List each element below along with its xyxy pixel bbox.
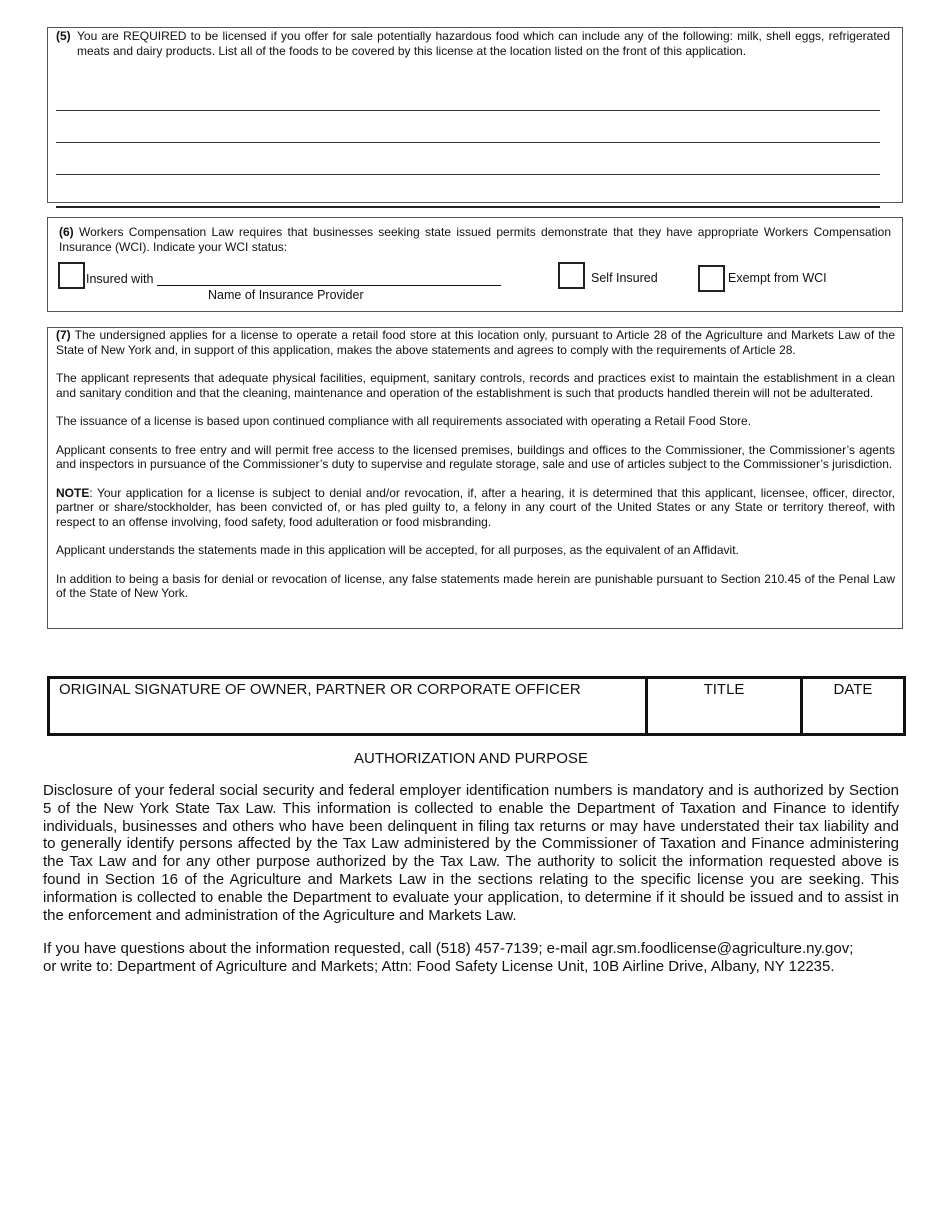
section-6-body: Workers Compensation Law requires that businesses seeking state issued permits demonstrate that they have appropriate Workers Compensation Insurance (WCI). Indicate your WCI status: [59, 225, 891, 254]
title-label: TITLE [703, 681, 745, 698]
exempt-label: Exempt from WCI [728, 271, 827, 285]
signature-label: ORIGINAL SIGNATURE OF OWNER, PARTNER OR CORPORATE OFFICER [59, 681, 581, 698]
exempt-checkbox[interactable] [698, 265, 725, 292]
section-5-number: (5) [56, 29, 71, 43]
section-7-note [56, 486, 895, 530]
signature-cell[interactable] [50, 679, 648, 733]
food-list-line-3[interactable] [56, 174, 880, 175]
section-7-p4: Applicant consents to free entry and will permit free access to the licensed premises, buildings and offices to the Commissioner, the Commissioner’s agents and inspectors in pursuance of the Commissioner’s duty to supervise and regulate storage, sale and use of articles subject to the Commissioner’s jurisdiction. [56, 442, 895, 471]
insurance-provider-field[interactable] [157, 285, 501, 286]
contact-info [43, 940, 923, 976]
note-text: : Your application for a license is subject to denial and/or revocation, if, after a hearing, it is determined that this applicant, licensee, officer, director, partner or share/stockholder, has been convicted of, or has pled guilty to, a felony in any court of the United States or any State or territory thereof, with respect to an offense involving, food safety, food adulteration or food misbranding. [56, 485, 895, 529]
insured-checkbox[interactable] [58, 262, 85, 289]
section-5-text [56, 29, 890, 58]
date-cell[interactable] [803, 679, 903, 733]
section-7-p6: Applicant understands the statements made in this application will be accepted, for all purposes, as the equivalent of an Affidavit. [56, 543, 739, 557]
section-7-content [56, 328, 895, 601]
note-label: NOTE [56, 485, 90, 500]
section-6-box [47, 217, 903, 312]
section-6-number: (6) [59, 225, 74, 239]
section-7-p1-text: The undersigned applies for a license to operate a retail food store at this location only, pursuant to Article 28 of the Agriculture and Markets Law of the State of New York and, in support of this application, makes the above statements and agrees to comply with the requirements of Article 28. [56, 328, 895, 357]
signature-table [47, 676, 906, 736]
self-insured-label: Self Insured [591, 271, 658, 285]
section-5-box [47, 27, 903, 203]
food-list-line-2[interactable] [56, 142, 880, 143]
section-7-p3: The issuance of a license is based upon continued compliance with all requirements associated with operating a Retail Food Store. [56, 414, 752, 428]
contact-line-1: If you have questions about the information requested, call (518) 457-7139; e-mail agr.sm.foodlicense@agriculture.ny.gov; [43, 940, 854, 957]
section-7-p2: The applicant represents that adequate physical facilities, equipment, sanitary controls, records and practices exist to maintain the establishment in a clean and sanitary condition and that the cleaning, maintenance and operation of the establishment is such that products handled therein will not be adulterated. [56, 371, 895, 400]
authorization-body: Disclosure of your federal social security and federal employer identification numbers is mandatory and is authorized by Section 5 of the New York State Tax Law. This information is collected to enable the Department of Taxation and Finance to identify individuals, businesses and others who have been delinquent in filing tax returns or may have understated their tax liability and to generally identify persons affected by the Tax Law administered by the Commissioner of Taxation and Finance administering the Tax Law and for any other purpose authorized by the Tax Law. The authority to solicit the information requested above is found in Section 16 of the Agriculture and Markets Law in the sections relating to the specific license you are seeking. This information is collected to enable the Department to evaluate your application, to determine if it should be issued and to assist in the enforcement and administration of the Agriculture and Markets Law. [43, 782, 899, 924]
insurance-provider-caption: Name of Insurance Provider [208, 288, 364, 302]
section-7-number: (7) [56, 328, 71, 342]
authorization-heading: AUTHORIZATION AND PURPOSE [354, 750, 588, 767]
section-6-text [59, 225, 891, 254]
title-cell[interactable] [648, 679, 803, 733]
self-insured-checkbox[interactable] [558, 262, 585, 289]
section-5-body: You are REQUIRED to be licensed if you offer for sale potentially hazardous food which can include any of the following: milk, shell eggs, refrigerated meats and dairy products. List all of the foods to be covered by this license at the location listed on the front of this application. [77, 29, 890, 58]
food-list-line-1[interactable] [56, 110, 880, 111]
section-5-underline [56, 206, 880, 208]
section-7-p1 [56, 328, 895, 357]
insured-label: Insured with [86, 272, 154, 286]
date-label: DATE [833, 681, 873, 698]
section-7-p7: In addition to being a basis for denial or revocation of license, any false statements made herein are punishable pursuant to Section 210.45 of the Penal Law of the State of New York. [56, 571, 895, 600]
contact-line-2: or write to: Department of Agriculture and Markets; Attn: Food Safety License Unit, 10B Airline Drive, Albany, NY 12235. [43, 957, 835, 975]
section-7-box [47, 327, 903, 629]
